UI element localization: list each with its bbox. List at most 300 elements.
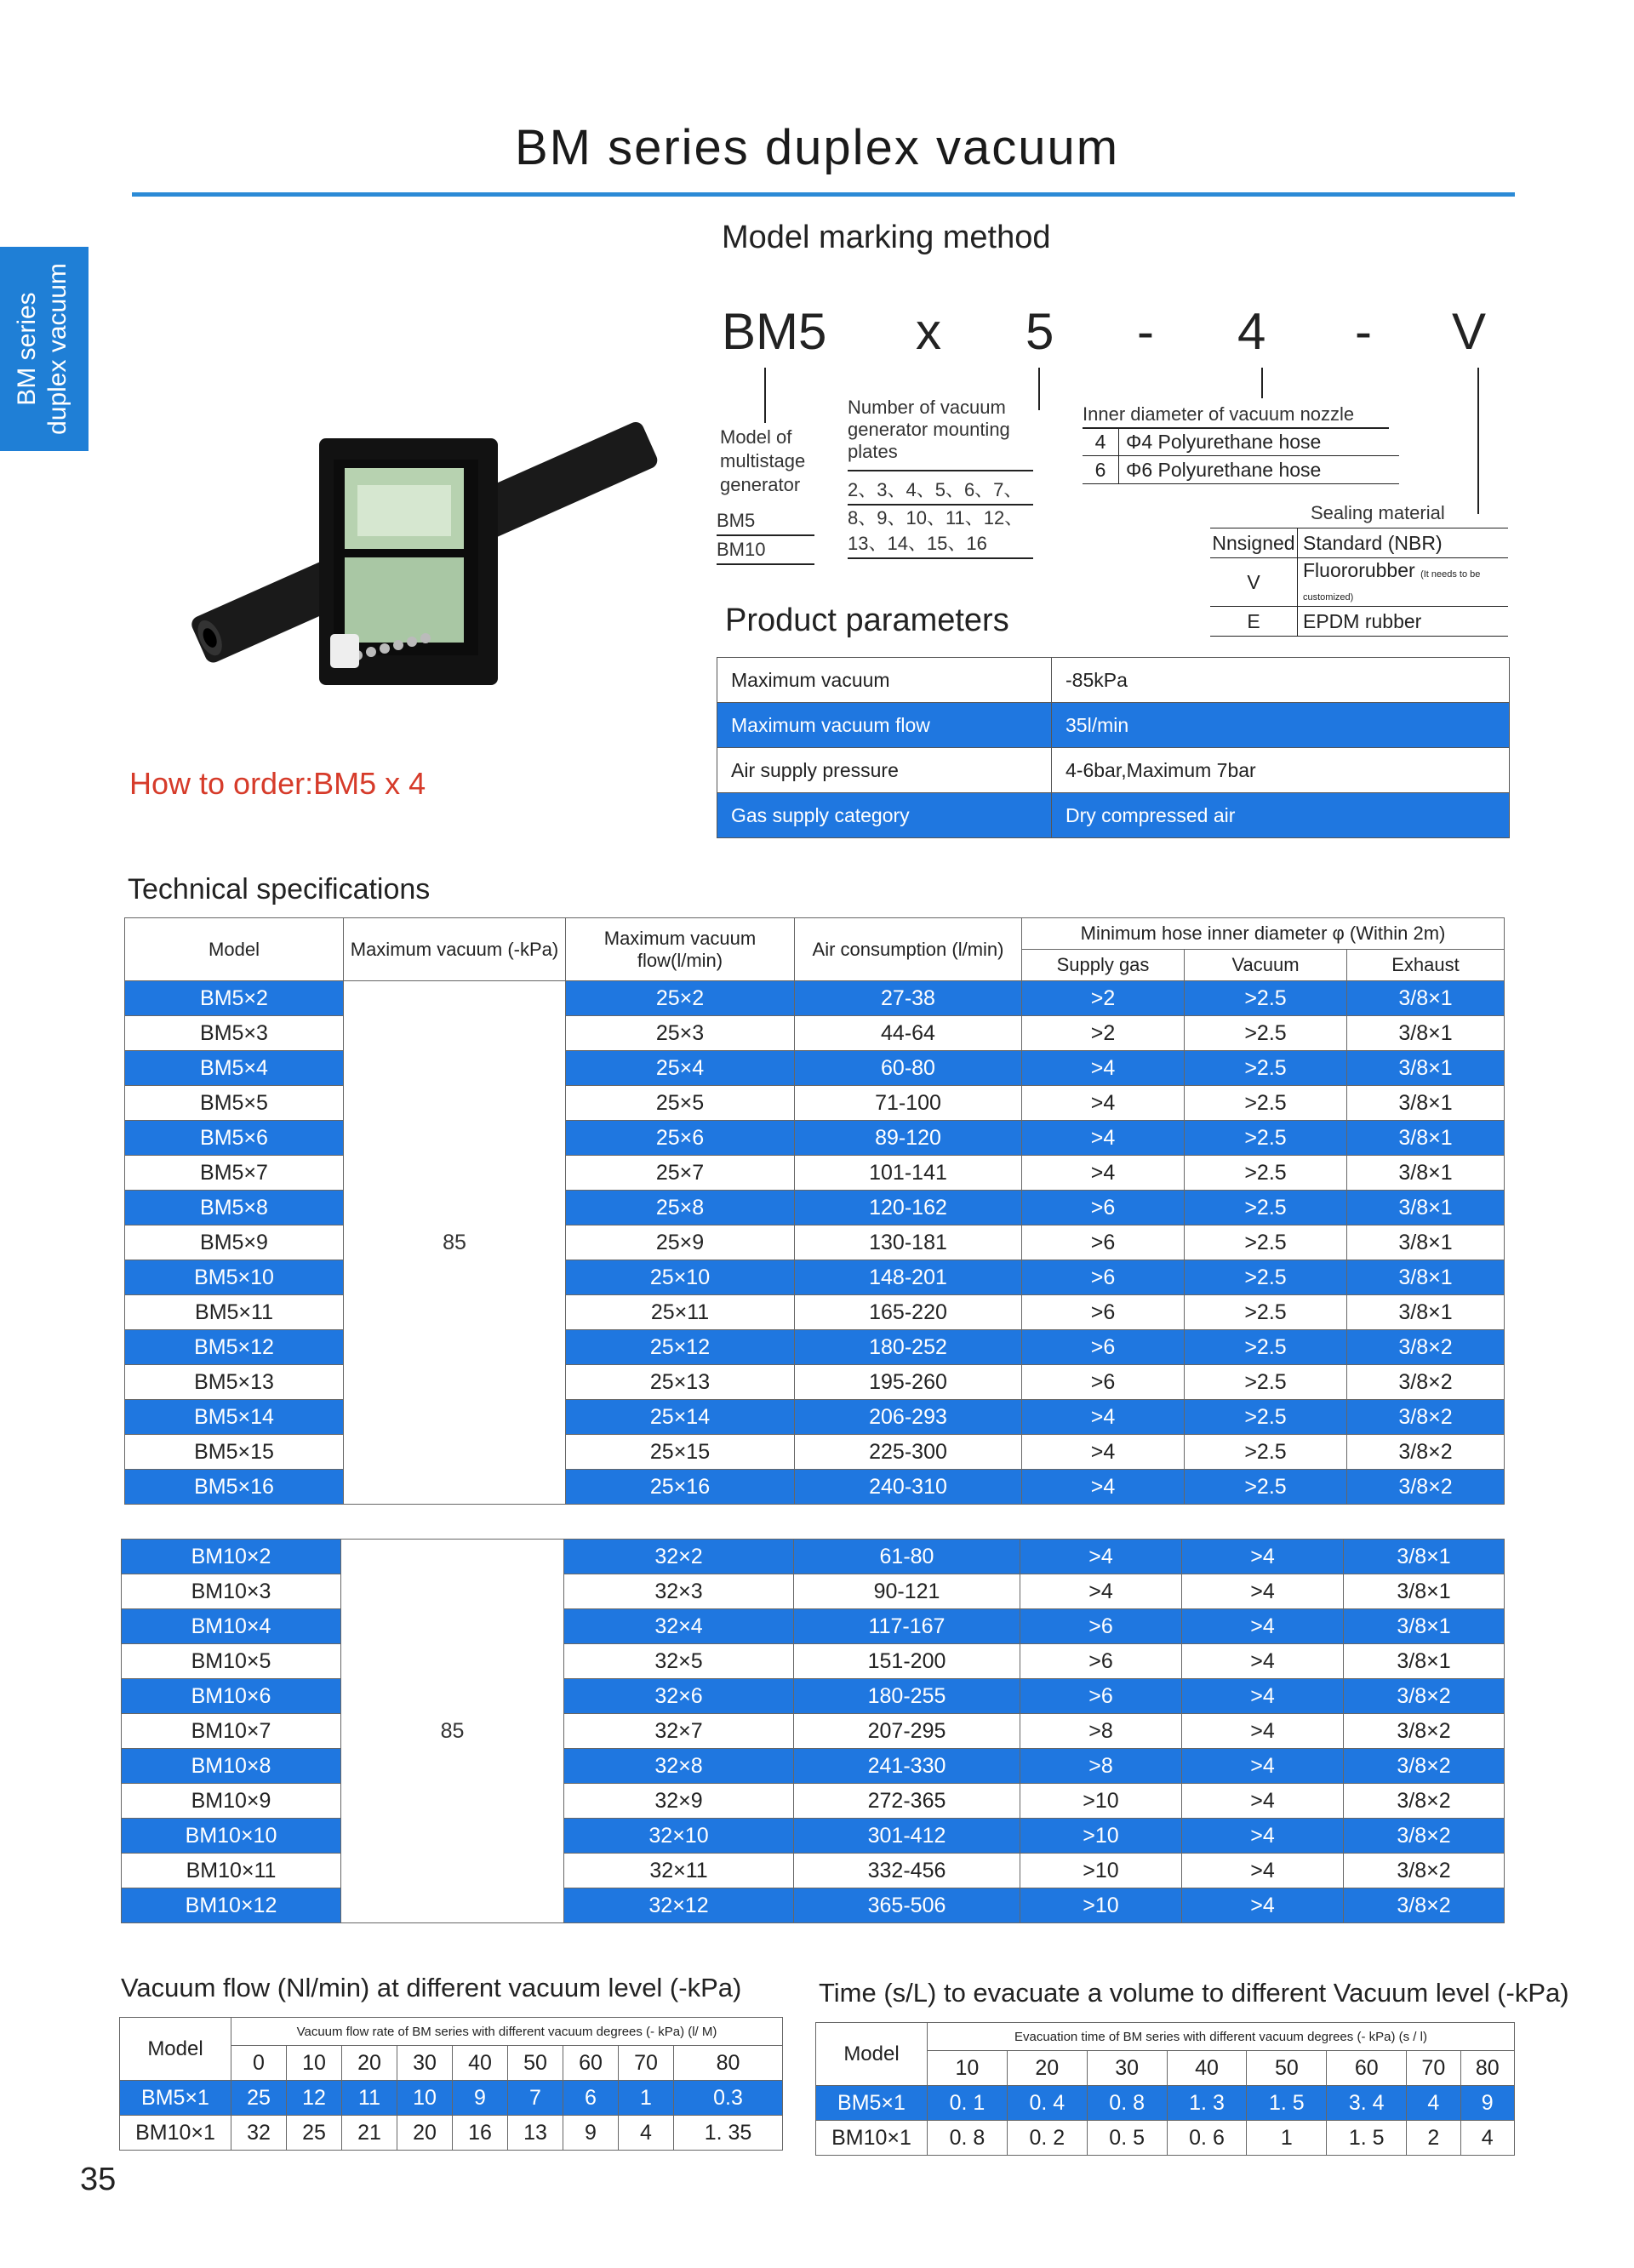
flow-level: 60 (563, 2046, 619, 2081)
arrow-plates (1038, 368, 1040, 410)
how-to-order: How to order:BM5 x 4 (129, 766, 426, 801)
time-level: 20 (1007, 2051, 1087, 2086)
title-underline (132, 192, 1515, 197)
time-model: BM10×1 (816, 2121, 928, 2156)
spec-exhaust: 3/8×1 (1347, 1295, 1505, 1330)
spec-exhaust: 3/8×2 (1344, 1749, 1505, 1784)
spec-vacuum: >4 (1182, 1819, 1344, 1854)
time-value: 0. 6 (1167, 2121, 1247, 2156)
marking-heading: Model marking method (722, 220, 1051, 255)
arrow-seal (1477, 368, 1479, 514)
spec-row (122, 1609, 1505, 1644)
spec-exhaust: 3/8×2 (1347, 1435, 1505, 1470)
spec-flow: 25×10 (566, 1260, 795, 1295)
spec-vacuum: >4 (1182, 1679, 1344, 1714)
spec-vacuum: >2.5 (1185, 1330, 1347, 1365)
spec-model: BM5×10 (125, 1260, 344, 1295)
flow_table-header-row (120, 2018, 783, 2046)
spec-model: BM5×3 (125, 1016, 344, 1051)
spec-model: BM5×4 (125, 1051, 344, 1086)
spec-row (122, 1714, 1505, 1749)
spec-model: BM5×7 (125, 1156, 344, 1191)
spec-model: BM10×5 (122, 1644, 341, 1679)
spec-exhaust: 3/8×2 (1344, 1888, 1505, 1923)
spec-h-hose: Minimum hose inner diameter φ (Within 2m) (1022, 918, 1505, 950)
spec-supply: >6 (1022, 1295, 1185, 1330)
spec-heading: Technical specifications (128, 873, 431, 905)
spec-flow: 32×4 (564, 1609, 794, 1644)
spec-vacuum: >2.5 (1185, 1435, 1347, 1470)
spec-exhaust: 3/8×1 (1347, 1156, 1505, 1191)
spec-exhaust: 3/8×1 (1347, 1260, 1505, 1295)
spec-table-bm10 (121, 1539, 1505, 1923)
time-heading: Time (s/L) to evacuate a volume to different Vacuum level (-kPa) (819, 1978, 1569, 2008)
spec-supply: >4 (1020, 1574, 1182, 1609)
spec-vacuum: >4 (1182, 1784, 1344, 1819)
spec-air: 365-506 (794, 1888, 1020, 1923)
spec-vacuum: >2.5 (1185, 1051, 1347, 1086)
spec-flow: 32×10 (564, 1819, 794, 1854)
spec-row (125, 1016, 1505, 1051)
nozzle-code: 6 (1083, 456, 1119, 484)
time_table-row (816, 2121, 1515, 2156)
flow-model: BM10×1 (120, 2116, 231, 2151)
nozzle-row (1083, 428, 1399, 456)
spec-supply: >6 (1020, 1609, 1182, 1644)
spec-supply: >4 (1022, 1051, 1185, 1086)
spec-model: BM5×5 (125, 1086, 344, 1121)
spec-flow: 32×12 (564, 1888, 794, 1923)
flow-model-header: Model (120, 2018, 231, 2081)
model-value-bm10: BM10 (717, 536, 814, 565)
spec-supply: >8 (1020, 1714, 1182, 1749)
seal-desc (1298, 558, 1509, 607)
flow-level: 20 (342, 2046, 397, 2081)
time-value: 1 (1247, 2121, 1327, 2156)
spec-supply: >4 (1022, 1156, 1185, 1191)
nozzle-row (1083, 456, 1399, 484)
spec-flow: 25×14 (566, 1400, 795, 1435)
flow-value: 20 (397, 2116, 453, 2151)
nozzle-label: Inner diameter of vacuum nozzle (1083, 402, 1389, 429)
spec-supply: >8 (1020, 1749, 1182, 1784)
param-value: Dry compressed air (1052, 793, 1510, 838)
spec-flow: 25×3 (566, 1016, 795, 1051)
spec-vacuum: >4 (1182, 1888, 1344, 1923)
param-name: Maximum vacuum flow (717, 703, 1052, 748)
spec-supply: >10 (1020, 1854, 1182, 1888)
time-level: 70 (1407, 2051, 1460, 2086)
spec-air: 301-412 (794, 1819, 1020, 1854)
spec-vacuum: >2.5 (1185, 1470, 1347, 1505)
time-value: 1. 5 (1327, 2121, 1407, 2156)
spec-flow: 32×2 (564, 1540, 794, 1574)
spec-row (122, 1644, 1505, 1679)
spec-exhaust: 3/8×1 (1344, 1540, 1505, 1574)
code-part-dash2: - (1355, 303, 1372, 360)
time-level: 10 (928, 2051, 1008, 2086)
spec-row (122, 1888, 1505, 1923)
spec-supply: >6 (1020, 1679, 1182, 1714)
spec-max-vacuum: 85 (341, 1540, 564, 1923)
flow-value: 7 (508, 2081, 563, 2116)
spec-vacuum: >2.5 (1185, 1121, 1347, 1156)
spec-vacuum: >2.5 (1185, 1225, 1347, 1260)
spec-supply: >4 (1022, 1400, 1185, 1435)
seal-code: E (1210, 607, 1298, 637)
plates-values-3: 13、14、15、16 (848, 530, 1033, 559)
code-part-model: BM5 (722, 303, 827, 360)
code-part-plates: 5 (1026, 303, 1054, 360)
spec-row (125, 1191, 1505, 1225)
spec-air: 241-330 (794, 1749, 1020, 1784)
spec-supply: >6 (1022, 1330, 1185, 1365)
spec-flow: 25×6 (566, 1121, 795, 1156)
spec-header-row (125, 918, 1505, 950)
spec-row (122, 1574, 1505, 1609)
flow-level: 10 (287, 2046, 342, 2081)
spec-supply: >6 (1020, 1644, 1182, 1679)
arrow-model (764, 368, 766, 423)
flow-level: 80 (674, 2046, 783, 2081)
spec-exhaust: 3/8×2 (1347, 1470, 1505, 1505)
flow-value: 32 (231, 2116, 287, 2151)
spec-air: 61-80 (794, 1540, 1020, 1574)
spec-air: 89-120 (795, 1121, 1022, 1156)
spec-vacuum: >4 (1182, 1609, 1344, 1644)
seal-desc-text: EPDM rubber (1303, 609, 1422, 632)
seal-desc (1298, 528, 1509, 558)
params-heading: Product parameters (725, 603, 1009, 638)
time-level: 40 (1167, 2051, 1247, 2086)
spec-row (125, 1260, 1505, 1295)
spec-h-vac: Maximum vacuum (-kPa) (344, 918, 566, 981)
spec-flow: 25×8 (566, 1191, 795, 1225)
spec-model: BM10×2 (122, 1540, 341, 1574)
seal-row (1210, 558, 1508, 607)
spec-row (125, 1470, 1505, 1505)
spec-table-bm5 (124, 917, 1505, 1505)
time-table (815, 2022, 1515, 2156)
params-row (717, 703, 1510, 748)
time-level: 30 (1087, 2051, 1167, 2086)
spec-h-flow: Maximum vacuum flow(l/min) (566, 918, 795, 981)
spec-vacuum: >2.5 (1185, 981, 1347, 1016)
flow-level: 30 (397, 2046, 453, 2081)
spec-air: 206-293 (795, 1400, 1022, 1435)
flow-value: 21 (342, 2116, 397, 2151)
flow-value: 12 (287, 2081, 342, 2116)
spec-exhaust: 3/8×1 (1344, 1644, 1505, 1679)
spec-exhaust: 3/8×1 (1344, 1609, 1505, 1644)
time-level: 60 (1327, 2051, 1407, 2086)
time-model-header: Model (816, 2023, 928, 2086)
param-value: 35l/min (1052, 703, 1510, 748)
spec-model: BM10×3 (122, 1574, 341, 1609)
spec-flow: 25×12 (566, 1330, 795, 1365)
params-row (717, 748, 1510, 793)
spec-row (125, 1086, 1505, 1121)
spec-model: BM10×10 (122, 1819, 341, 1854)
spec-model: BM10×4 (122, 1609, 341, 1644)
flow-value: 9 (453, 2081, 508, 2116)
spec-air: 195-260 (795, 1365, 1022, 1400)
param-value: 4-6bar,Maximum 7bar (1052, 748, 1510, 793)
time-value: 0. 2 (1007, 2121, 1087, 2156)
spec-model: BM10×7 (122, 1714, 341, 1749)
spec-row (122, 1854, 1505, 1888)
seal-table (1210, 528, 1508, 637)
spec-model: BM10×8 (122, 1749, 341, 1784)
spec-vacuum: >2.5 (1185, 1016, 1347, 1051)
spec-supply: >4 (1022, 1121, 1185, 1156)
spec-model: BM5×8 (125, 1191, 344, 1225)
spec-exhaust: 3/8×1 (1347, 1016, 1505, 1051)
spec-model: BM5×12 (125, 1330, 344, 1365)
spec-air: 71-100 (795, 1086, 1022, 1121)
code-part-nozzle: 4 (1237, 303, 1266, 360)
seal-code: Nnsigned (1210, 528, 1298, 558)
spec-air: 90-121 (794, 1574, 1020, 1609)
side-tab-line1: BM series (13, 292, 41, 406)
spec-model: BM10×12 (122, 1888, 341, 1923)
seal-desc-text: Standard (NBR) (1303, 531, 1443, 554)
time-value: 9 (1460, 2086, 1515, 2121)
time_table-row (816, 2086, 1515, 2121)
seal-note: (It needs to be customized) (1303, 569, 1481, 603)
spec-row (125, 1435, 1505, 1470)
spec-exhaust: 3/8×2 (1344, 1854, 1505, 1888)
side-tab (0, 247, 89, 451)
flow-heading: Vacuum flow (Nl/min) at different vacuum level (-kPa) (121, 1973, 742, 2002)
spec-flow: 32×5 (564, 1644, 794, 1679)
time-value: 1. 5 (1247, 2086, 1327, 2121)
time-value: 0. 8 (928, 2121, 1008, 2156)
spec-exhaust: 3/8×1 (1347, 1086, 1505, 1121)
plates-label: Number of vacuum generator mounting plates (848, 397, 1033, 471)
flow-value: 1. 35 (674, 2116, 783, 2151)
spec-exhaust: 3/8×1 (1347, 1051, 1505, 1086)
plates-values-1: 2、3、4、5、6、7、 (848, 477, 1033, 506)
seal-row (1210, 528, 1508, 558)
spec-air: 60-80 (795, 1051, 1022, 1086)
spec-row (122, 1679, 1505, 1714)
time-value: 0. 4 (1007, 2086, 1087, 2121)
param-name: Gas supply category (717, 793, 1052, 838)
spec-h-model: Model (125, 918, 344, 981)
spec-model: BM10×11 (122, 1854, 341, 1888)
spec-air: 101-141 (795, 1156, 1022, 1191)
spec-air: 225-300 (795, 1435, 1022, 1470)
seal-desc (1298, 607, 1509, 637)
param-value: -85kPa (1052, 658, 1510, 703)
flow-level: 40 (453, 2046, 508, 2081)
flow-value: 25 (287, 2116, 342, 2151)
spec-model: BM10×9 (122, 1784, 341, 1819)
flow-table (119, 2017, 783, 2151)
flow-subheader: Vacuum flow rate of BM series with different vacuum degrees (- kPa) (l/ M) (231, 2018, 783, 2046)
spec-row (125, 1225, 1505, 1260)
code-part-x: x (916, 303, 941, 360)
flow-value: 25 (231, 2081, 287, 2116)
flow-value: 1 (619, 2081, 674, 2116)
nozzle-desc: Φ6 Polyurethane hose (1119, 456, 1400, 484)
spec-model: BM5×15 (125, 1435, 344, 1470)
time_table-header-row (816, 2023, 1515, 2051)
spec-exhaust: 3/8×2 (1347, 1400, 1505, 1435)
plates-values-2: 8、9、10、11、12、 (848, 507, 1024, 528)
params-row (717, 793, 1510, 838)
spec-flow: 32×6 (564, 1679, 794, 1714)
spec-air: 148-201 (795, 1260, 1022, 1295)
spec-vacuum: >4 (1182, 1540, 1344, 1574)
spec-air: 117-167 (794, 1609, 1020, 1644)
arrow-nozzle (1261, 368, 1263, 398)
spec-vacuum: >4 (1182, 1714, 1344, 1749)
spec-h-vacuum: Vacuum (1185, 950, 1347, 981)
spec-vacuum: >2.5 (1185, 1156, 1347, 1191)
spec-row (122, 1819, 1505, 1854)
model-label: Model of multistage generator (720, 426, 806, 495)
flow-level: 0 (231, 2046, 287, 2081)
spec-supply: >2 (1022, 981, 1185, 1016)
seal-code: V (1210, 558, 1298, 607)
spec-flow: 25×9 (566, 1225, 795, 1260)
spec-exhaust: 3/8×2 (1344, 1784, 1505, 1819)
vacuum-generator-illustration (179, 374, 672, 715)
flow-model: BM5×1 (120, 2081, 231, 2116)
flow-value: 4 (619, 2116, 674, 2151)
spec-exhaust: 3/8×1 (1347, 1225, 1505, 1260)
spec-model: BM5×2 (125, 981, 344, 1016)
spec-supply: >10 (1020, 1819, 1182, 1854)
page-title: BM series duplex vacuum (514, 120, 1120, 175)
code-part-seal: V (1452, 303, 1487, 360)
spec-row (122, 1540, 1505, 1574)
spec-flow: 25×2 (566, 981, 795, 1016)
spec-vacuum: >2.5 (1185, 1295, 1347, 1330)
spec-flow: 25×15 (566, 1435, 795, 1470)
spec-supply: >10 (1020, 1784, 1182, 1819)
spec-row (125, 981, 1505, 1016)
spec-air: 130-181 (795, 1225, 1022, 1260)
flow-value: 16 (453, 2116, 508, 2151)
model-value-bm5: BM5 (717, 507, 814, 536)
flow_table-row (120, 2081, 783, 2116)
params-row (717, 658, 1510, 703)
spec-h-air: Air consumption (l/min) (795, 918, 1022, 981)
time-value: 4 (1460, 2121, 1515, 2156)
time-subheader: Evacuation time of BM series with different vacuum degrees (- kPa) (s / l) (928, 2023, 1515, 2051)
spec-flow: 32×7 (564, 1714, 794, 1749)
spec-supply: >4 (1022, 1086, 1185, 1121)
spec-vacuum: >4 (1182, 1749, 1344, 1784)
time-level: 50 (1247, 2051, 1327, 2086)
spec-air: 240-310 (795, 1470, 1022, 1505)
spec-model: BM5×16 (125, 1470, 344, 1505)
spec-vacuum: >2.5 (1185, 1086, 1347, 1121)
spec-exhaust: 3/8×1 (1344, 1574, 1505, 1609)
spec-supply: >6 (1022, 1191, 1185, 1225)
spec-h-exhaust: Exhaust (1347, 950, 1505, 981)
spec-exhaust: 3/8×2 (1344, 1679, 1505, 1714)
time-value: 0. 5 (1087, 2121, 1167, 2156)
spec-supply: >10 (1020, 1888, 1182, 1923)
spec-flow: 25×13 (566, 1365, 795, 1400)
spec-supply: >4 (1020, 1540, 1182, 1574)
spec-row (125, 1295, 1505, 1330)
param-name: Maximum vacuum (717, 658, 1052, 703)
spec-flow: 25×4 (566, 1051, 795, 1086)
seal-label: Sealing material (1311, 502, 1445, 523)
spec-vacuum: >2.5 (1185, 1365, 1347, 1400)
spec-row (125, 1156, 1505, 1191)
spec-air: 151-200 (794, 1644, 1020, 1679)
spec-row (125, 1051, 1505, 1086)
time-value: 3. 4 (1327, 2086, 1407, 2121)
flow-value: 10 (397, 2081, 453, 2116)
spec-row (125, 1365, 1505, 1400)
spec-air: 27-38 (795, 981, 1022, 1016)
spec-max-vacuum: 85 (344, 981, 566, 1505)
spec-supply: >6 (1022, 1365, 1185, 1400)
spec-air: 272-365 (794, 1784, 1020, 1819)
spec-air: 180-255 (794, 1679, 1020, 1714)
spec-row (125, 1121, 1505, 1156)
time-model: BM5×1 (816, 2086, 928, 2121)
spec-model: BM5×13 (125, 1365, 344, 1400)
spec-exhaust: 3/8×1 (1347, 1191, 1505, 1225)
spec-flow: 25×11 (566, 1295, 795, 1330)
spec-flow: 25×5 (566, 1086, 795, 1121)
nozzle-code: 4 (1083, 428, 1119, 456)
spec-flow: 25×16 (566, 1470, 795, 1505)
time-value: 1. 3 (1167, 2086, 1247, 2121)
spec-supply: >2 (1022, 1016, 1185, 1051)
spec-air: 120-162 (795, 1191, 1022, 1225)
spec-row (125, 1400, 1505, 1435)
spec-model: BM5×14 (125, 1400, 344, 1435)
page-number: 35 (80, 2162, 117, 2197)
spec-flow: 32×11 (564, 1854, 794, 1888)
spec-air: 165-220 (795, 1295, 1022, 1330)
side-tab-line2: duplex vacuum (43, 263, 71, 435)
spec-row (125, 1330, 1505, 1365)
spec-vacuum: >4 (1182, 1574, 1344, 1609)
spec-flow: 25×7 (566, 1156, 795, 1191)
flow-value: 0.3 (674, 2081, 783, 2116)
flow-value: 9 (563, 2116, 619, 2151)
spec-exhaust: 3/8×2 (1344, 1714, 1505, 1749)
spec-air: 332-456 (794, 1854, 1020, 1888)
spec-model: BM5×9 (125, 1225, 344, 1260)
spec-model: BM5×11 (125, 1295, 344, 1330)
time-level: 80 (1460, 2051, 1515, 2086)
spec-flow: 32×3 (564, 1574, 794, 1609)
flow-level: 50 (508, 2046, 563, 2081)
spec-air: 207-295 (794, 1714, 1020, 1749)
time-value: 0. 8 (1087, 2086, 1167, 2121)
flow-value: 11 (342, 2081, 397, 2116)
seal-row (1210, 607, 1508, 637)
time-value: 4 (1407, 2086, 1460, 2121)
spec-supply: >6 (1022, 1225, 1185, 1260)
spec-flow: 32×8 (564, 1749, 794, 1784)
spec-model: BM5×6 (125, 1121, 344, 1156)
code-part-dash1: - (1137, 303, 1154, 360)
spec-h-supply: Supply gas (1022, 950, 1185, 981)
spec-supply: >6 (1022, 1260, 1185, 1295)
